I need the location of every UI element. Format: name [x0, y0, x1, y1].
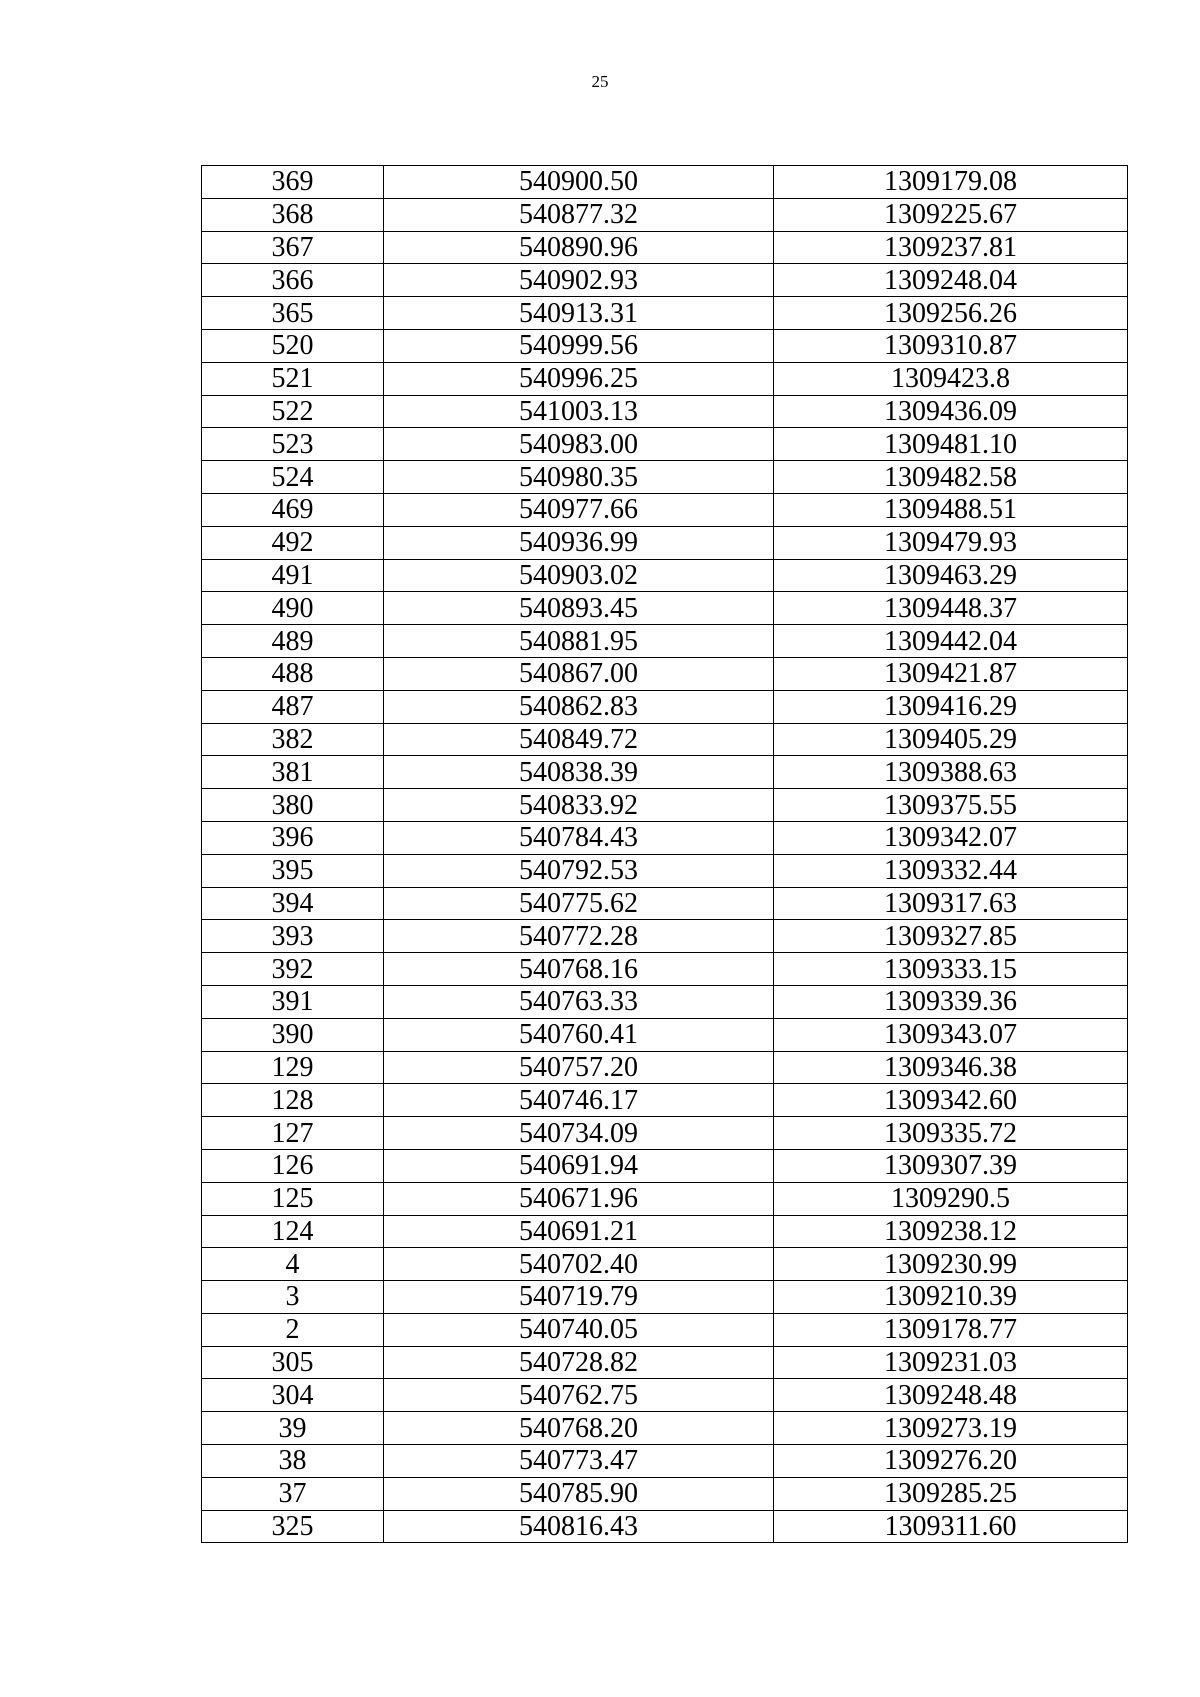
point-number-cell: 524: [202, 461, 384, 494]
x-coordinate-cell: 540983.00: [384, 428, 774, 461]
x-coordinate-cell: 541003.13: [384, 395, 774, 428]
y-coordinate-cell: 1309290.5: [774, 1182, 1128, 1215]
point-number-cell: 125: [202, 1182, 384, 1215]
point-number-cell: 126: [202, 1149, 384, 1182]
y-coordinate-cell: 1309178.77: [774, 1313, 1128, 1346]
y-coordinate-cell: 1309332.44: [774, 854, 1128, 887]
y-coordinate-cell: 1309317.63: [774, 887, 1128, 920]
y-coordinate-cell: 1309248.04: [774, 264, 1128, 297]
table-row: [202, 166, 1128, 199]
y-coordinate-cell: 1309248.48: [774, 1379, 1128, 1412]
x-coordinate-cell: 540734.09: [384, 1117, 774, 1150]
y-coordinate-cell: 1309230.99: [774, 1248, 1128, 1281]
table-row: [202, 329, 1128, 362]
x-coordinate-cell: 540757.20: [384, 1051, 774, 1084]
point-number-cell: 127: [202, 1117, 384, 1150]
y-coordinate-cell: 1309276.20: [774, 1445, 1128, 1478]
point-number-cell: 39: [202, 1412, 384, 1445]
y-coordinate-cell: 1309346.38: [774, 1051, 1128, 1084]
x-coordinate-cell: 540996.25: [384, 362, 774, 395]
table-row: [202, 297, 1128, 330]
point-number-cell: 522: [202, 395, 384, 428]
y-coordinate-cell: 1309237.81: [774, 231, 1128, 264]
x-coordinate-cell: 540740.05: [384, 1313, 774, 1346]
x-coordinate-cell: 540768.16: [384, 953, 774, 986]
table-row: [202, 1346, 1128, 1379]
y-coordinate-cell: 1309256.26: [774, 297, 1128, 330]
point-number-cell: 395: [202, 854, 384, 887]
y-coordinate-cell: 1309342.07: [774, 821, 1128, 854]
x-coordinate-cell: 540977.66: [384, 493, 774, 526]
x-coordinate-cell: 540762.75: [384, 1379, 774, 1412]
y-coordinate-cell: 1309307.39: [774, 1149, 1128, 1182]
point-number-cell: 305: [202, 1346, 384, 1379]
y-coordinate-cell: 1309448.37: [774, 592, 1128, 625]
y-coordinate-cell: 1309210.39: [774, 1281, 1128, 1314]
x-coordinate-cell: 540763.33: [384, 985, 774, 1018]
point-number-cell: 487: [202, 690, 384, 723]
y-coordinate-cell: 1309488.51: [774, 493, 1128, 526]
point-number-cell: 4: [202, 1248, 384, 1281]
table-row: [202, 1379, 1128, 1412]
table-row: [202, 1412, 1128, 1445]
table-row: [202, 362, 1128, 395]
x-coordinate-cell: 540877.32: [384, 198, 774, 231]
point-number-cell: 38: [202, 1445, 384, 1478]
y-coordinate-cell: 1309416.29: [774, 690, 1128, 723]
point-number-cell: 521: [202, 362, 384, 395]
point-number-cell: 489: [202, 625, 384, 658]
point-number-cell: 369: [202, 166, 384, 199]
y-coordinate-cell: 1309375.55: [774, 789, 1128, 822]
point-number-cell: 381: [202, 756, 384, 789]
y-coordinate-cell: 1309479.93: [774, 526, 1128, 559]
x-coordinate-cell: 540691.94: [384, 1149, 774, 1182]
table-row: [202, 920, 1128, 953]
table-row: [202, 264, 1128, 297]
point-number-cell: 325: [202, 1510, 384, 1543]
y-coordinate-cell: 1309238.12: [774, 1215, 1128, 1248]
table-row: [202, 526, 1128, 559]
x-coordinate-cell: 540980.35: [384, 461, 774, 494]
y-coordinate-cell: 1309436.09: [774, 395, 1128, 428]
table-row: [202, 428, 1128, 461]
x-coordinate-cell: 540784.43: [384, 821, 774, 854]
x-coordinate-cell: 540867.00: [384, 657, 774, 690]
table-row: [202, 1084, 1128, 1117]
table-row: [202, 1248, 1128, 1281]
point-number-cell: 380: [202, 789, 384, 822]
x-coordinate-cell: 540671.96: [384, 1182, 774, 1215]
point-number-cell: 304: [202, 1379, 384, 1412]
table-row: [202, 1018, 1128, 1051]
page-number: 25: [591, 72, 609, 91]
point-number-cell: 128: [202, 1084, 384, 1117]
table-row: [202, 1149, 1128, 1182]
x-coordinate-cell: 540760.41: [384, 1018, 774, 1051]
coordinates-table: [201, 165, 1128, 1543]
x-coordinate-cell: 540903.02: [384, 559, 774, 592]
x-coordinate-cell: 540691.21: [384, 1215, 774, 1248]
point-number-cell: 382: [202, 723, 384, 756]
y-coordinate-cell: 1309327.85: [774, 920, 1128, 953]
y-coordinate-cell: 1309311.60: [774, 1510, 1128, 1543]
point-number-cell: 523: [202, 428, 384, 461]
table-row: [202, 493, 1128, 526]
point-number-cell: 492: [202, 526, 384, 559]
point-number-cell: 366: [202, 264, 384, 297]
table-row: [202, 1051, 1128, 1084]
x-coordinate-cell: 540902.93: [384, 264, 774, 297]
x-coordinate-cell: 540893.45: [384, 592, 774, 625]
x-coordinate-cell: 540719.79: [384, 1281, 774, 1314]
y-coordinate-cell: 1309442.04: [774, 625, 1128, 658]
x-coordinate-cell: 540999.56: [384, 329, 774, 362]
table-row: [202, 690, 1128, 723]
x-coordinate-cell: 540773.47: [384, 1445, 774, 1478]
x-coordinate-cell: 540728.82: [384, 1346, 774, 1379]
y-coordinate-cell: 1309388.63: [774, 756, 1128, 789]
x-coordinate-cell: 540775.62: [384, 887, 774, 920]
y-coordinate-cell: 1309310.87: [774, 329, 1128, 362]
y-coordinate-cell: 1309342.60: [774, 1084, 1128, 1117]
table-row: [202, 985, 1128, 1018]
x-coordinate-cell: 540702.40: [384, 1248, 774, 1281]
point-number-cell: 396: [202, 821, 384, 854]
table-row: [202, 1313, 1128, 1346]
point-number-cell: 124: [202, 1215, 384, 1248]
table-row: [202, 1182, 1128, 1215]
table-row: [202, 1281, 1128, 1314]
x-coordinate-cell: 540772.28: [384, 920, 774, 953]
table-row: [202, 657, 1128, 690]
table-row: [202, 231, 1128, 264]
x-coordinate-cell: 540862.83: [384, 690, 774, 723]
y-coordinate-cell: 1309339.36: [774, 985, 1128, 1018]
x-coordinate-cell: 540816.43: [384, 1510, 774, 1543]
table-row: [202, 887, 1128, 920]
point-number-cell: 490: [202, 592, 384, 625]
table-row: [202, 592, 1128, 625]
table-row: [202, 756, 1128, 789]
y-coordinate-cell: 1309405.29: [774, 723, 1128, 756]
table-row: [202, 198, 1128, 231]
point-number-cell: 390: [202, 1018, 384, 1051]
x-coordinate-cell: 540768.20: [384, 1412, 774, 1445]
coordinates-table-body: [202, 166, 1128, 1543]
point-number-cell: 2: [202, 1313, 384, 1346]
table-row: [202, 854, 1128, 887]
y-coordinate-cell: 1309463.29: [774, 559, 1128, 592]
point-number-cell: 491: [202, 559, 384, 592]
point-number-cell: 368: [202, 198, 384, 231]
y-coordinate-cell: 1309421.87: [774, 657, 1128, 690]
x-coordinate-cell: 540936.99: [384, 526, 774, 559]
x-coordinate-cell: 540881.95: [384, 625, 774, 658]
point-number-cell: 367: [202, 231, 384, 264]
y-coordinate-cell: 1309343.07: [774, 1018, 1128, 1051]
x-coordinate-cell: 540849.72: [384, 723, 774, 756]
point-number-cell: 393: [202, 920, 384, 953]
x-coordinate-cell: 540833.92: [384, 789, 774, 822]
y-coordinate-cell: 1309333.15: [774, 953, 1128, 986]
table-row: [202, 559, 1128, 592]
y-coordinate-cell: 1309225.67: [774, 198, 1128, 231]
point-number-cell: 392: [202, 953, 384, 986]
table-row: [202, 1477, 1128, 1510]
table-row: [202, 1215, 1128, 1248]
table-row: [202, 953, 1128, 986]
y-coordinate-cell: 1309335.72: [774, 1117, 1128, 1150]
x-coordinate-cell: 540913.31: [384, 297, 774, 330]
point-number-cell: 3: [202, 1281, 384, 1314]
point-number-cell: 37: [202, 1477, 384, 1510]
y-coordinate-cell: 1309481.10: [774, 428, 1128, 461]
table-row: [202, 789, 1128, 822]
point-number-cell: 488: [202, 657, 384, 690]
point-number-cell: 391: [202, 985, 384, 1018]
y-coordinate-cell: 1309423.8: [774, 362, 1128, 395]
x-coordinate-cell: 540838.39: [384, 756, 774, 789]
y-coordinate-cell: 1309482.58: [774, 461, 1128, 494]
table-row: [202, 723, 1128, 756]
table-row: [202, 625, 1128, 658]
table-row: [202, 461, 1128, 494]
y-coordinate-cell: 1309179.08: [774, 166, 1128, 199]
point-number-cell: 394: [202, 887, 384, 920]
point-number-cell: 469: [202, 493, 384, 526]
table-row: [202, 821, 1128, 854]
x-coordinate-cell: 540746.17: [384, 1084, 774, 1117]
table-row: [202, 395, 1128, 428]
point-number-cell: 129: [202, 1051, 384, 1084]
x-coordinate-cell: 540792.53: [384, 854, 774, 887]
table-row: [202, 1445, 1128, 1478]
table-row: [202, 1117, 1128, 1150]
y-coordinate-cell: 1309273.19: [774, 1412, 1128, 1445]
point-number-cell: 365: [202, 297, 384, 330]
x-coordinate-cell: 540785.90: [384, 1477, 774, 1510]
y-coordinate-cell: 1309285.25: [774, 1477, 1128, 1510]
table-row: [202, 1510, 1128, 1543]
x-coordinate-cell: 540900.50: [384, 166, 774, 199]
y-coordinate-cell: 1309231.03: [774, 1346, 1128, 1379]
point-number-cell: 520: [202, 329, 384, 362]
x-coordinate-cell: 540890.96: [384, 231, 774, 264]
